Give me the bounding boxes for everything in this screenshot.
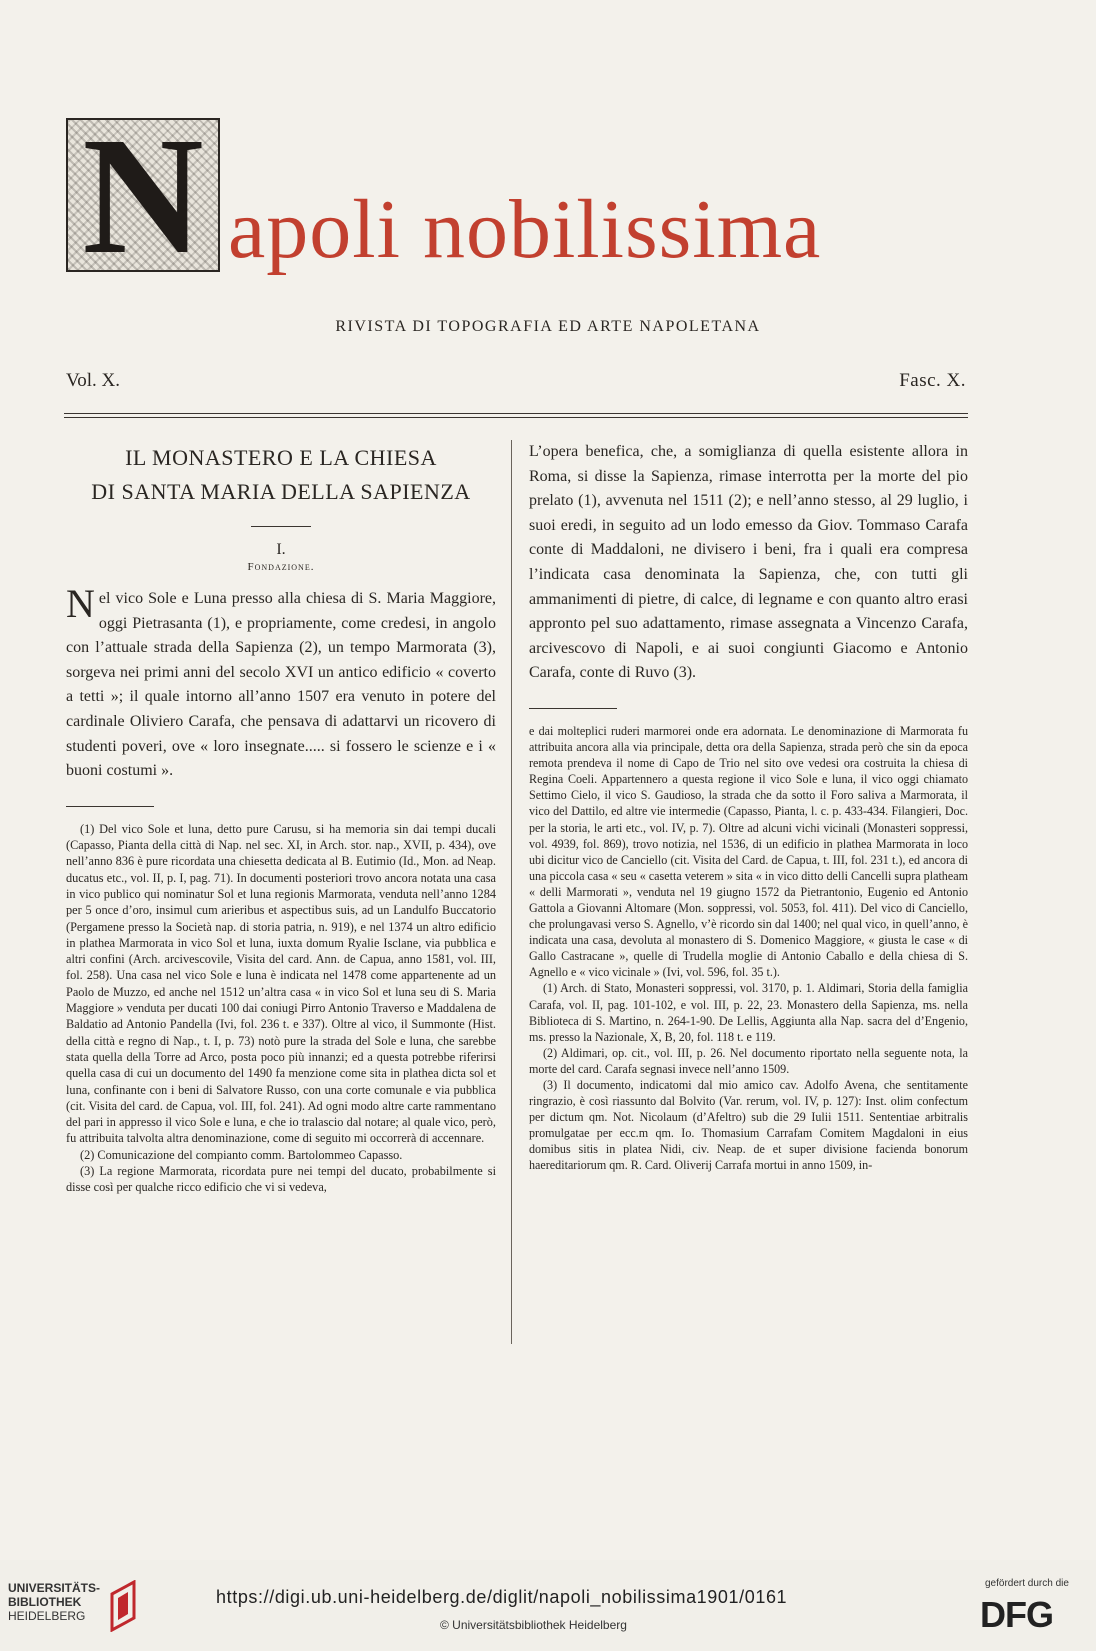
article-title-line1: IL MONASTERO E LA CHIESA <box>125 445 437 470</box>
journal-title: apoli nobilissima <box>228 183 822 276</box>
footnote: (3) Il documento, indicatomi dal mio amico cav. Adolfo Avena, che sentitamente ringrazio, è così riassunto dal Bolvito (Var. rerum, vol. IV, p. 127): Inst. olim confectum per dictum qm. Not. Nicolaum (d’Afeltro) sub die 29 Iulii 1511. Sententiae arbitralis promulgatae per ecc.m qm. Io. Thomasium Carrafam Comitem Magdaloni in eius domibus sitis in platea Nidi, civ. Neap. de et super divisione facienda bonorum haereditariorum qm. R. Card. Oliverij Carrafa mortui in anno 1509, in- <box>529 1078 968 1173</box>
article-title-line2: DI SANTA MARIA DELLA SAPIENZA <box>91 479 471 504</box>
footnote: (1) Arch. di Stato, Monasteri soppressi, vol. 3170, p. 1. Aldimari, Storia della famiglia Carafa, vol. II, pag. 101-102, e vol. III, p. 22, 23. Monastero della Sapienza, ms. nella Biblioteca di S. Martino, n. 264-1-90. De Lellis, Aggiunta alla Nap. sacra del d’Engenio, ms. presso la Nazionale, X, B, 20, fol. 118 t. e 119. <box>529 981 968 1044</box>
footnote: (3) La regione Marmorata, ricordata pure nei tempi del ducato, probabilmente si disse così per qualche ricco edificio che vi si vedeva, <box>66 1163 496 1195</box>
journal-subtitle: RIVISTA DI TOPOGRAFIA ED ARTE NAPOLETANA <box>335 318 761 335</box>
section-name: Fondazione. <box>247 561 315 573</box>
copyright-notice: © Universitätsbibliothek Heidelberg <box>440 1618 627 1632</box>
library-logo-text <box>8 1581 100 1623</box>
footnote: (2) Aldimari, op. cit., vol. III, p. 26. Nel documento riportato nella seguente nota, la morte del card. Carafa segnasi invece nell’anno 1509. <box>529 1045 968 1076</box>
fascicle-label: Fasc. X. <box>899 370 966 391</box>
viewer-footer <box>0 1560 1096 1651</box>
library-line2: BIBLIOTHEK <box>8 1595 82 1609</box>
header-rule-double <box>64 417 968 418</box>
footnote-rule <box>66 806 154 807</box>
library-line1: UNIVERSITÄTS- <box>8 1581 101 1595</box>
initial-letter: N <box>82 103 204 289</box>
footnote-rule <box>529 708 617 709</box>
paragraph-2: L’opera benefica, che, a somiglianza di quella esistente allora in Roma, si disse la Sapienza, rimase interrotta per la morte del pio prelato (1), avvenuta nel 1511 (2); e nell’anno stesso, al 29 luglio, i suoi eredi, in seguito ad un lodo emesso da Giov. Tommaso Carafa conte di Maddaloni, ne divisero i beni, fra i quali era compresa l’indicata casa denominata la Sapienza, che, con tutti gli ammanimenti di pietre, di calce, di legname e con quanto altro erasi appronto pel suo adattamento, rimase assegnata a Vincenzo Carafa, arcivescovo di Napoli, e ai suoi congiunti Giacomo e Antonio Carafa, conte di Ruvo (3). <box>529 443 968 682</box>
ornamental-initial <box>66 103 220 289</box>
footnote-continuation: e dai molteplici ruderi marmorei onde era adornata. Le denominazione di Marmorata fu attribuita ancora alla via principale, detta ora della Sapienza, strada però che sin da epoca remota prendeva il nome di Capo de Trio nel sito ove vedesi ora costruita la chiesa di Regina Coeli. Appartennero a questa regione il vico Sole e luna, il vico oggi chiamato Settimo Cielo, il vico S. Gaudioso, la strada che da sotto il Foro saliva a Marmorata, il vico del Dattilo, ed altre vie intermedie (Capasso, Pianta, l. c. p. 433-434. Filangieri, Doc. per la storia, le arti etc., vol. IV, p. 7). Oltre ad alcuni vichi vicinali (Monasteri soppressi, vol. 4939, fol. 869), trovo notizia, nel 1536, di un edificio in plathea Marmorata in loco ubi dicitur vico de Canciello (cit. Visita del Card. de Capua, t. III, fol. 231 t.), ed ancora di una piccola casa « seu « casetta veterem » sita « in vico ditto delli Cancelli supra platheam « delli Marmorati », venduta nel 19 giugno 1572 da Pietrantonio, Eugenio ed Antonio Gattola a Giovanni Altomare (Mon. soppressi, vol. 5053, fol. 411). Del vico di Canciello, che prolungavasi verso S. Agnello, v’è ricordo sin dal 1400; nel qual vico, in quell’anno, è indicata una casa, devoluta al monastero di S. Domenico Maggiore, « giusta le case « di Gallo Castracane », quelle di Trudella moglie di Antonio Caballo e della chiesa di S. Agnello e « vico vicinale » (Ivi, vol. 596, fol. 35 t.). <box>529 723 968 980</box>
funding-note: gefördert durch die <box>985 1578 1069 1589</box>
paragraph-1-text: el vico Sole e Luna presso alla chiesa di S. Maria Maggiore, oggi Pietrasanta (1), e propriamente, come credesi, in angolo con l’attuale strada della Sapienza (2), un tempo Marmorata (3), sorgeva nei primi anni del secolo XVI un antico edificio « coverto a tetti »; il quale intorno all’anno 1507 era venuto in potere del cardinale Oliviero Carafa, che pensava di adattarvi un ricovero di studenti poveri, ove « loro insegnate..... si fossero le scienze e i « buoni costumi ». <box>66 590 496 780</box>
permalink-url[interactable]: https://digi.ub.uni-heidelberg.de/diglit/napoli_nobilissima1901/0161 <box>216 1587 788 1607</box>
footnote: (2) Comunicazione del compianto comm. Bartolommeo Capasso. <box>80 1147 403 1162</box>
library-logo-icon <box>110 1580 136 1632</box>
title-divider <box>251 526 311 527</box>
paragraph-1 <box>66 581 496 784</box>
header-rule <box>64 413 968 414</box>
volume-label: Vol. X. <box>66 370 121 391</box>
left-column <box>66 440 496 1196</box>
section-number: I. <box>276 541 286 558</box>
dfg-logo: DFG <box>980 1594 1053 1635</box>
drop-letter: N <box>66 581 95 626</box>
library-line3: HEIDELBERG <box>8 1609 86 1623</box>
column-separator <box>511 440 512 1344</box>
right-column <box>529 440 968 1174</box>
footnote: (1) Del vico Sole et luna, detto pure Carusu, si ha memoria sin dai tempi ducali (Capasso, Pianta della città di Nap. nel sec. XI, in Arch. stor. nap., XVII, p. 434), ove nell’anno 836 è pure ricordata una chiesetta dedicata al B. Eutimio (Id., Mon. ad Neap. ducatus etc., vol. II, p. I, pag. 71). In documenti posteriori trovo ancora notata una casa in vico publico qui nominatur Sol et luna regionis Marmorata, venduta nell’anno 1284 per 5 once d’oro, insimul cum arieribus et aspectibus suis, ad un Landulfo Buccatorio (Pergamene presso la Società nap. di storia patria, n. 919), e nel 1374 un altro edificio in plathea Marmorata in vico Sol et luna, iuxta domum Ryalie Isclane, via pubblica e altri confini (Arch. arcivescovile, Visita del card. Ann. de Capua, anno 1581, vol. III, fol. 258). Una casa nel vico Sole e luna è indicata nel 1478 come appartenente ad un Paolo de Muzzo, ed anche nel 1512 un’altra casa « in vico Sol et luna seu di S. Maria Maggiore » venduta per ducati 100 dai coniugi Pirro Antonio Traverso e Maddalena de Baldatio ad Antonio Pandella (Ivi, fol. 236 t. e 337). Oltre al vico, il Summonte (Hist. della città e regno di Nap., t. I, p. 73) notò pure la strada del Sole e luna, che sarebbe stata quella della Torre ad Arco, posta poco più innanzi; ed a questa potrebbe riferirsi quella casa di cui un documento del 1490 fa menzione come sita in plathea dicta sol et luna, confinante con i beni di Salvatore Russo, con una corte comunale e via pubblica (cit. Visita del card. de Capua, vol. III, fol. 241). Ad ogni modo altre carte rammentano del pari in appresso il vico Sole e luna, e che io tralascio dal notare; al quale vico, però, fu attribuita talvolta altra denominazione, come di seguito mi occorrerà di accennare. <box>66 821 496 1146</box>
